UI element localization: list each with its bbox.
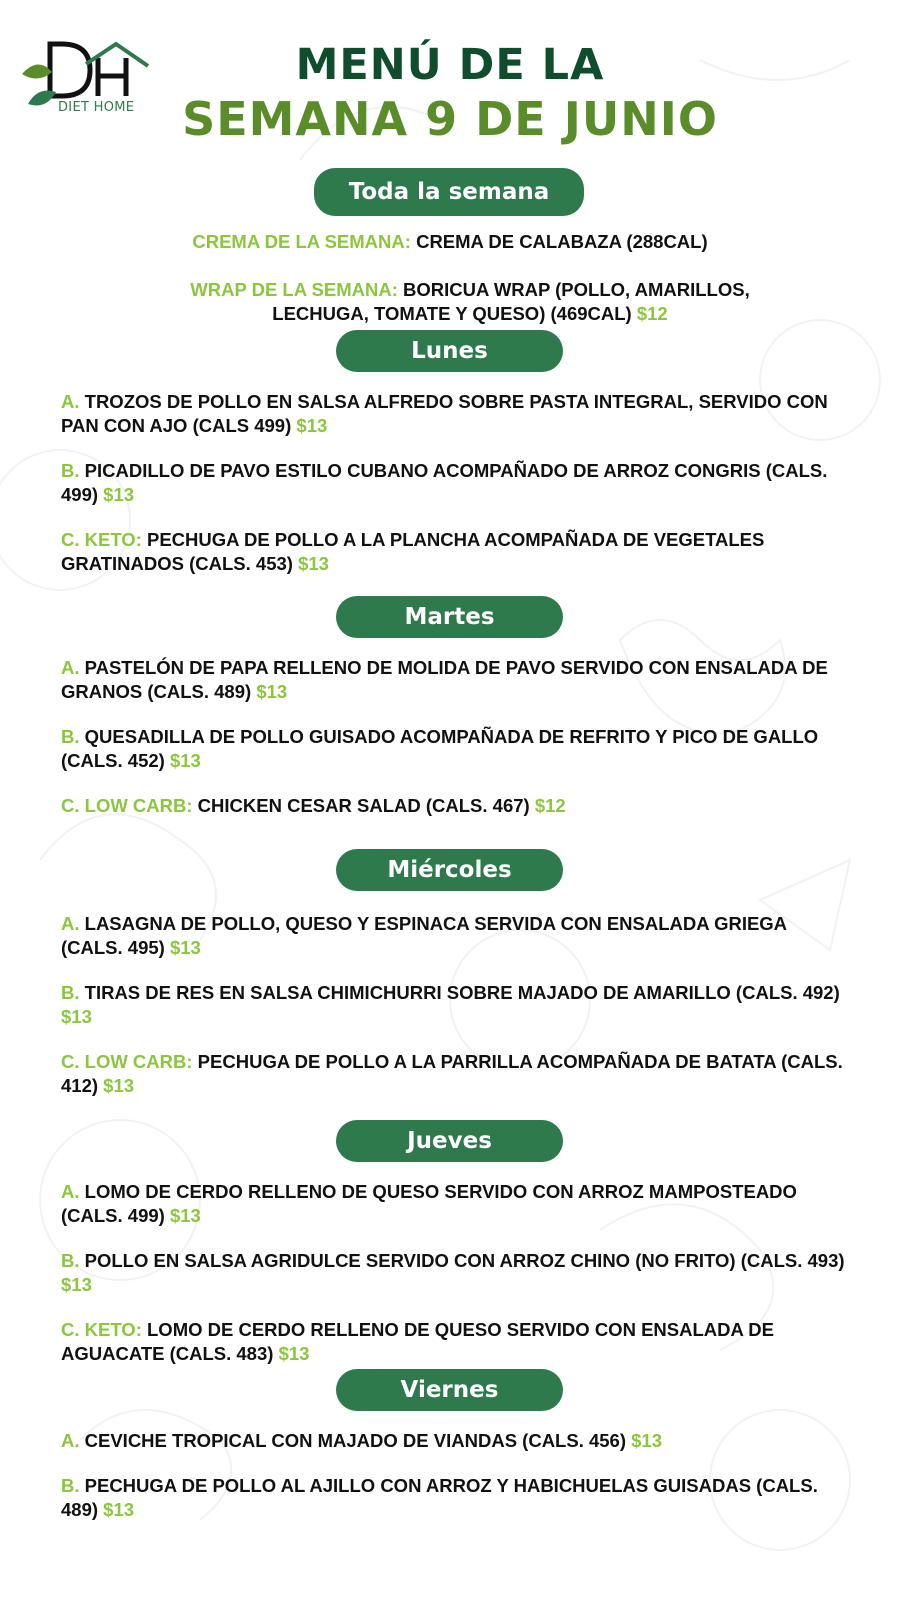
menu-item	[61, 912, 851, 960]
menu-item	[61, 656, 851, 704]
menu-item	[61, 1474, 851, 1522]
menu-item	[61, 1318, 851, 1366]
item-text: PASTELÓN DE PAPA RELLENO DE MOLIDA DE PAVO SERVIDO CON ENSALADA DE GRANOS (CALS. 489)	[61, 657, 828, 702]
day-heading-viernes: Viernes	[336, 1369, 563, 1411]
day-heading-miercoles: Miércoles	[336, 849, 563, 891]
item-label: B.	[61, 1250, 80, 1271]
day-heading-lunes: Lunes	[336, 330, 563, 372]
item-price: $13	[298, 553, 329, 574]
item-price: $13	[61, 1274, 92, 1295]
item-text: QUESADILLA DE POLLO GUISADO ACOMPAÑADA DE REFRITO Y PICO DE GALLO (CALS. 452)	[61, 726, 819, 771]
wrap-label: WRAP DE LA SEMANA:	[190, 279, 398, 300]
menu-item	[61, 1429, 851, 1453]
item-label: C. KETO:	[61, 1319, 142, 1340]
brand-name: DIET HOME	[58, 100, 135, 115]
wrap-item	[160, 278, 780, 326]
item-label: A.	[61, 1430, 80, 1451]
section-heading-weekly: Toda la semana	[314, 168, 584, 216]
item-label: C. LOW CARB:	[61, 1051, 193, 1072]
day-heading-jueves: Jueves	[336, 1120, 563, 1162]
menu-item	[61, 528, 851, 576]
item-price: $13	[169, 750, 201, 771]
item-label: C. LOW CARB:	[61, 795, 193, 816]
item-price: $13	[169, 1205, 201, 1226]
day-heading-martes: Martes	[336, 596, 563, 638]
item-price: $13	[103, 1499, 135, 1520]
item-text: PECHUGA DE POLLO AL AJILLO CON ARROZ Y HABICHUELAS GUISADAS (CALS. 489)	[61, 1475, 818, 1520]
item-label: C. KETO:	[61, 529, 142, 550]
crema-item	[100, 230, 800, 254]
item-price: $13	[103, 484, 135, 505]
menu-item	[61, 459, 851, 507]
item-text: TIRAS DE RES EN SALSA CHIMICHURRI SOBRE MAJADO DE AMARILLO (CALS. 492)	[79, 982, 840, 1003]
wrap-text: BORICUA WRAP (POLLO, AMARILLOS, LECHUGA, TOMATE Y QUESO) (469CAL)	[272, 279, 750, 324]
item-label: B.	[61, 1475, 80, 1496]
item-price: $13	[278, 1343, 310, 1364]
item-price: $13	[296, 415, 328, 436]
wrap-price: $12	[636, 303, 668, 324]
item-price: $13	[103, 1075, 135, 1096]
menu-item	[61, 794, 851, 818]
item-text: PECHUGA DE POLLO A LA PLANCHA ACOMPAÑADA DE VEGETALES GRATINADOS (CALS. 453)	[61, 529, 765, 574]
page-title-line2: SEMANA 9 DE JUNIO	[182, 92, 718, 146]
page-title-line1: MENÚ DE LA	[295, 40, 605, 90]
item-label: B.	[61, 460, 80, 481]
item-text: CHICKEN CESAR SALAD (CALS. 467)	[192, 795, 535, 816]
item-label: B.	[61, 726, 80, 747]
item-price: $12	[534, 795, 566, 816]
menu-item	[61, 1180, 851, 1228]
item-text: TROZOS DE POLLO EN SALSA ALFREDO SOBRE PASTA INTEGRAL, SERVIDO CON PAN CON AJO (CALS 499)	[61, 391, 828, 436]
item-label: A.	[61, 657, 80, 678]
item-price: $13	[169, 937, 201, 958]
menu-item	[61, 1050, 851, 1098]
crema-text: CREMA DE CALABAZA (288CAL)	[410, 231, 708, 252]
item-text: POLLO EN SALSA AGRIDULCE SERVIDO CON ARROZ CHINO (NO FRITO) (CALS. 493)	[79, 1250, 845, 1271]
item-price: $13	[256, 681, 288, 702]
menu-item	[61, 725, 851, 773]
item-price: $13	[631, 1430, 663, 1451]
item-text: LASAGNA DE POLLO, QUESO Y ESPINACA SERVIDA CON ENSALADA GRIEGA (CALS. 495)	[61, 913, 787, 958]
item-price: $13	[61, 1006, 92, 1027]
menu-item	[61, 1249, 851, 1297]
item-text: PECHUGA DE POLLO A LA PARRILLA ACOMPAÑADA DE BATATA (CALS. 412)	[61, 1051, 843, 1096]
menu-item	[61, 981, 851, 1029]
item-label: A.	[61, 1181, 80, 1202]
item-label: B.	[61, 982, 80, 1003]
item-label: A.	[61, 913, 80, 934]
item-label: A.	[61, 391, 80, 412]
menu-item	[61, 390, 851, 438]
item-text: CEVICHE TROPICAL CON MAJADO DE VIANDAS (CALS. 456)	[79, 1430, 632, 1451]
item-text: LOMO DE CERDO RELLENO DE QUESO SERVIDO CON ARROZ MAMPOSTEADO (CALS. 499)	[61, 1181, 797, 1226]
crema-label: CREMA DE LA SEMANA:	[192, 231, 411, 252]
item-text: PICADILLO DE PAVO ESTILO CUBANO ACOMPAÑADO DE ARROZ CONGRIS (CALS. 499)	[61, 460, 828, 505]
item-text: LOMO DE CERDO RELLENO DE QUESO SERVIDO CON ENSALADA DE AGUACATE (CALS. 483)	[61, 1319, 775, 1364]
